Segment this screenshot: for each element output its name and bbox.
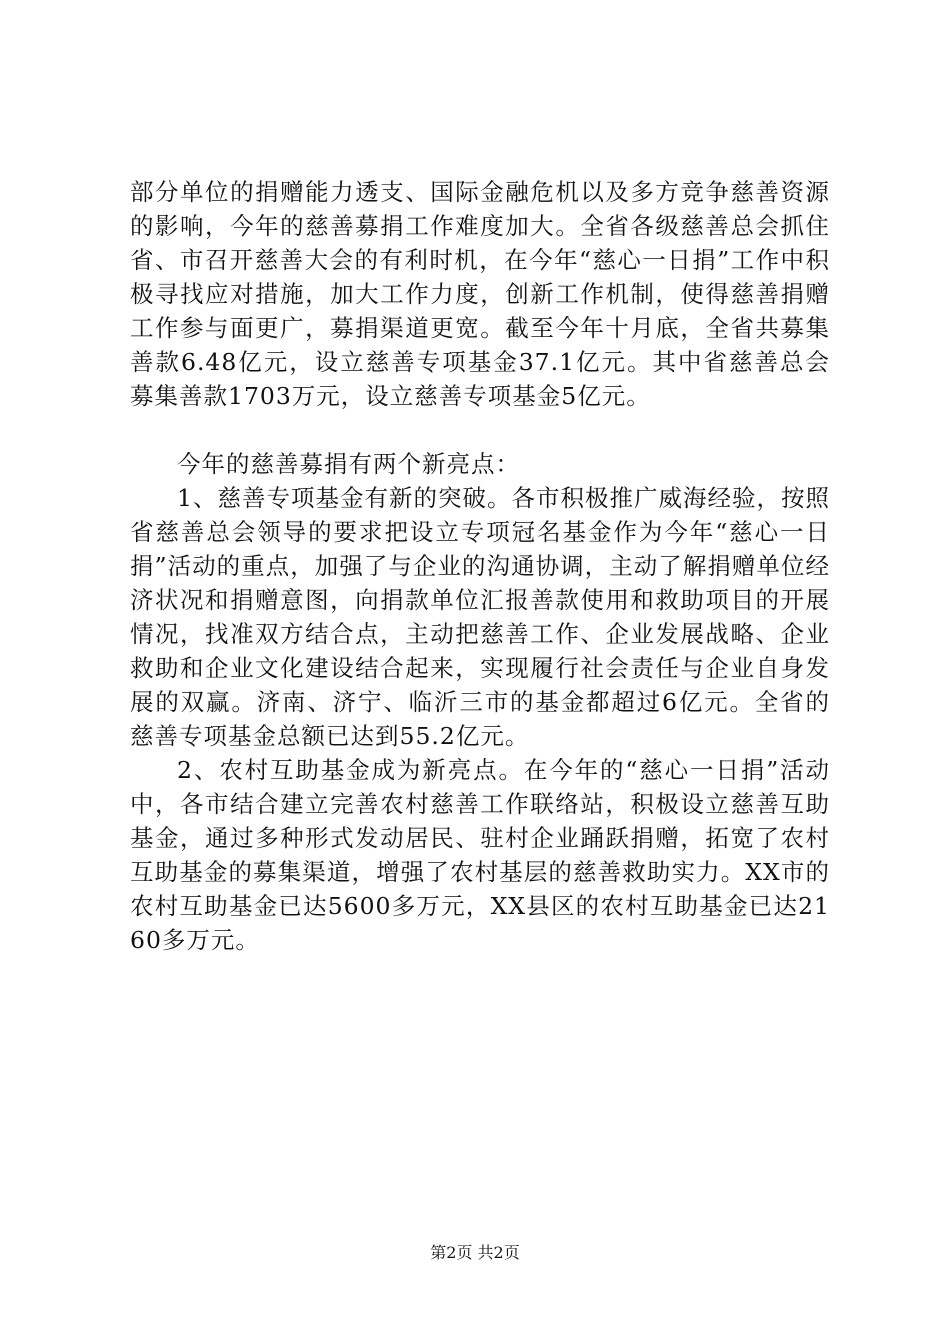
paragraph-intro: 部分单位的捐赠能力透支、国际金融危机以及多方竞争慈善资源的影响，今年的慈善募捐工作难度加大。全省各级慈善总会抓住省、市召开慈善大会的有利时机，在今年“慈心一日捐”工作中积极寻找应对措施，加大工作力度，创新工作机制，使得慈善捐赠工作参与面更广，募捐渠道更宽。截至今年十月底，全省共募集善款6.48亿元，设立慈善专项基金37.1亿元。其中省慈善总会募集善款1703万元，设立慈善专项基金5亿元。 — [130, 178, 830, 410]
paragraph-gap — [130, 413, 830, 447]
paragraph-highlight-2: 2、农村互助基金成为新亮点。在今年的“慈心一日捐”活动中，各市结合建立完善农村慈善工作联络站，积极设立慈善互助基金，通过多种形式发动居民、驻村企业踊跃捐赠，拓宽了农村互助基金的募集渠道，增强了农村基层的慈善救助实力。XX市的农村互助基金已达5600多万元，XX县区的农村互助基金已达2160多万元。 — [130, 756, 830, 954]
page-number-footer: 第2页 共2页 — [430, 1243, 520, 1262]
document-body — [130, 175, 830, 957]
paragraph-highlights-heading: 今年的慈善募捐有两个新亮点： — [177, 450, 520, 478]
paragraph-highlight-1: 1、慈善专项基金有新的突破。各市积极推广威海经验，按照省慈善总会领导的要求把设立专项冠名基金作为今年“慈心一日捐”活动的重点，加强了与企业的沟通协调，主动了解捐赠单位经济状况和捐赠意图，向捐款单位汇报善款使用和救助项目的开展情况，找准双方结合点，主动把慈善工作、企业发展战略、企业救助和企业文化建设结合起来，实现履行社会责任与企业自身发展的双赢。济南、济宁、临沂三市的基金都超过6亿元。全省的慈善专项基金总额已达到55.2亿元。 — [130, 484, 830, 750]
